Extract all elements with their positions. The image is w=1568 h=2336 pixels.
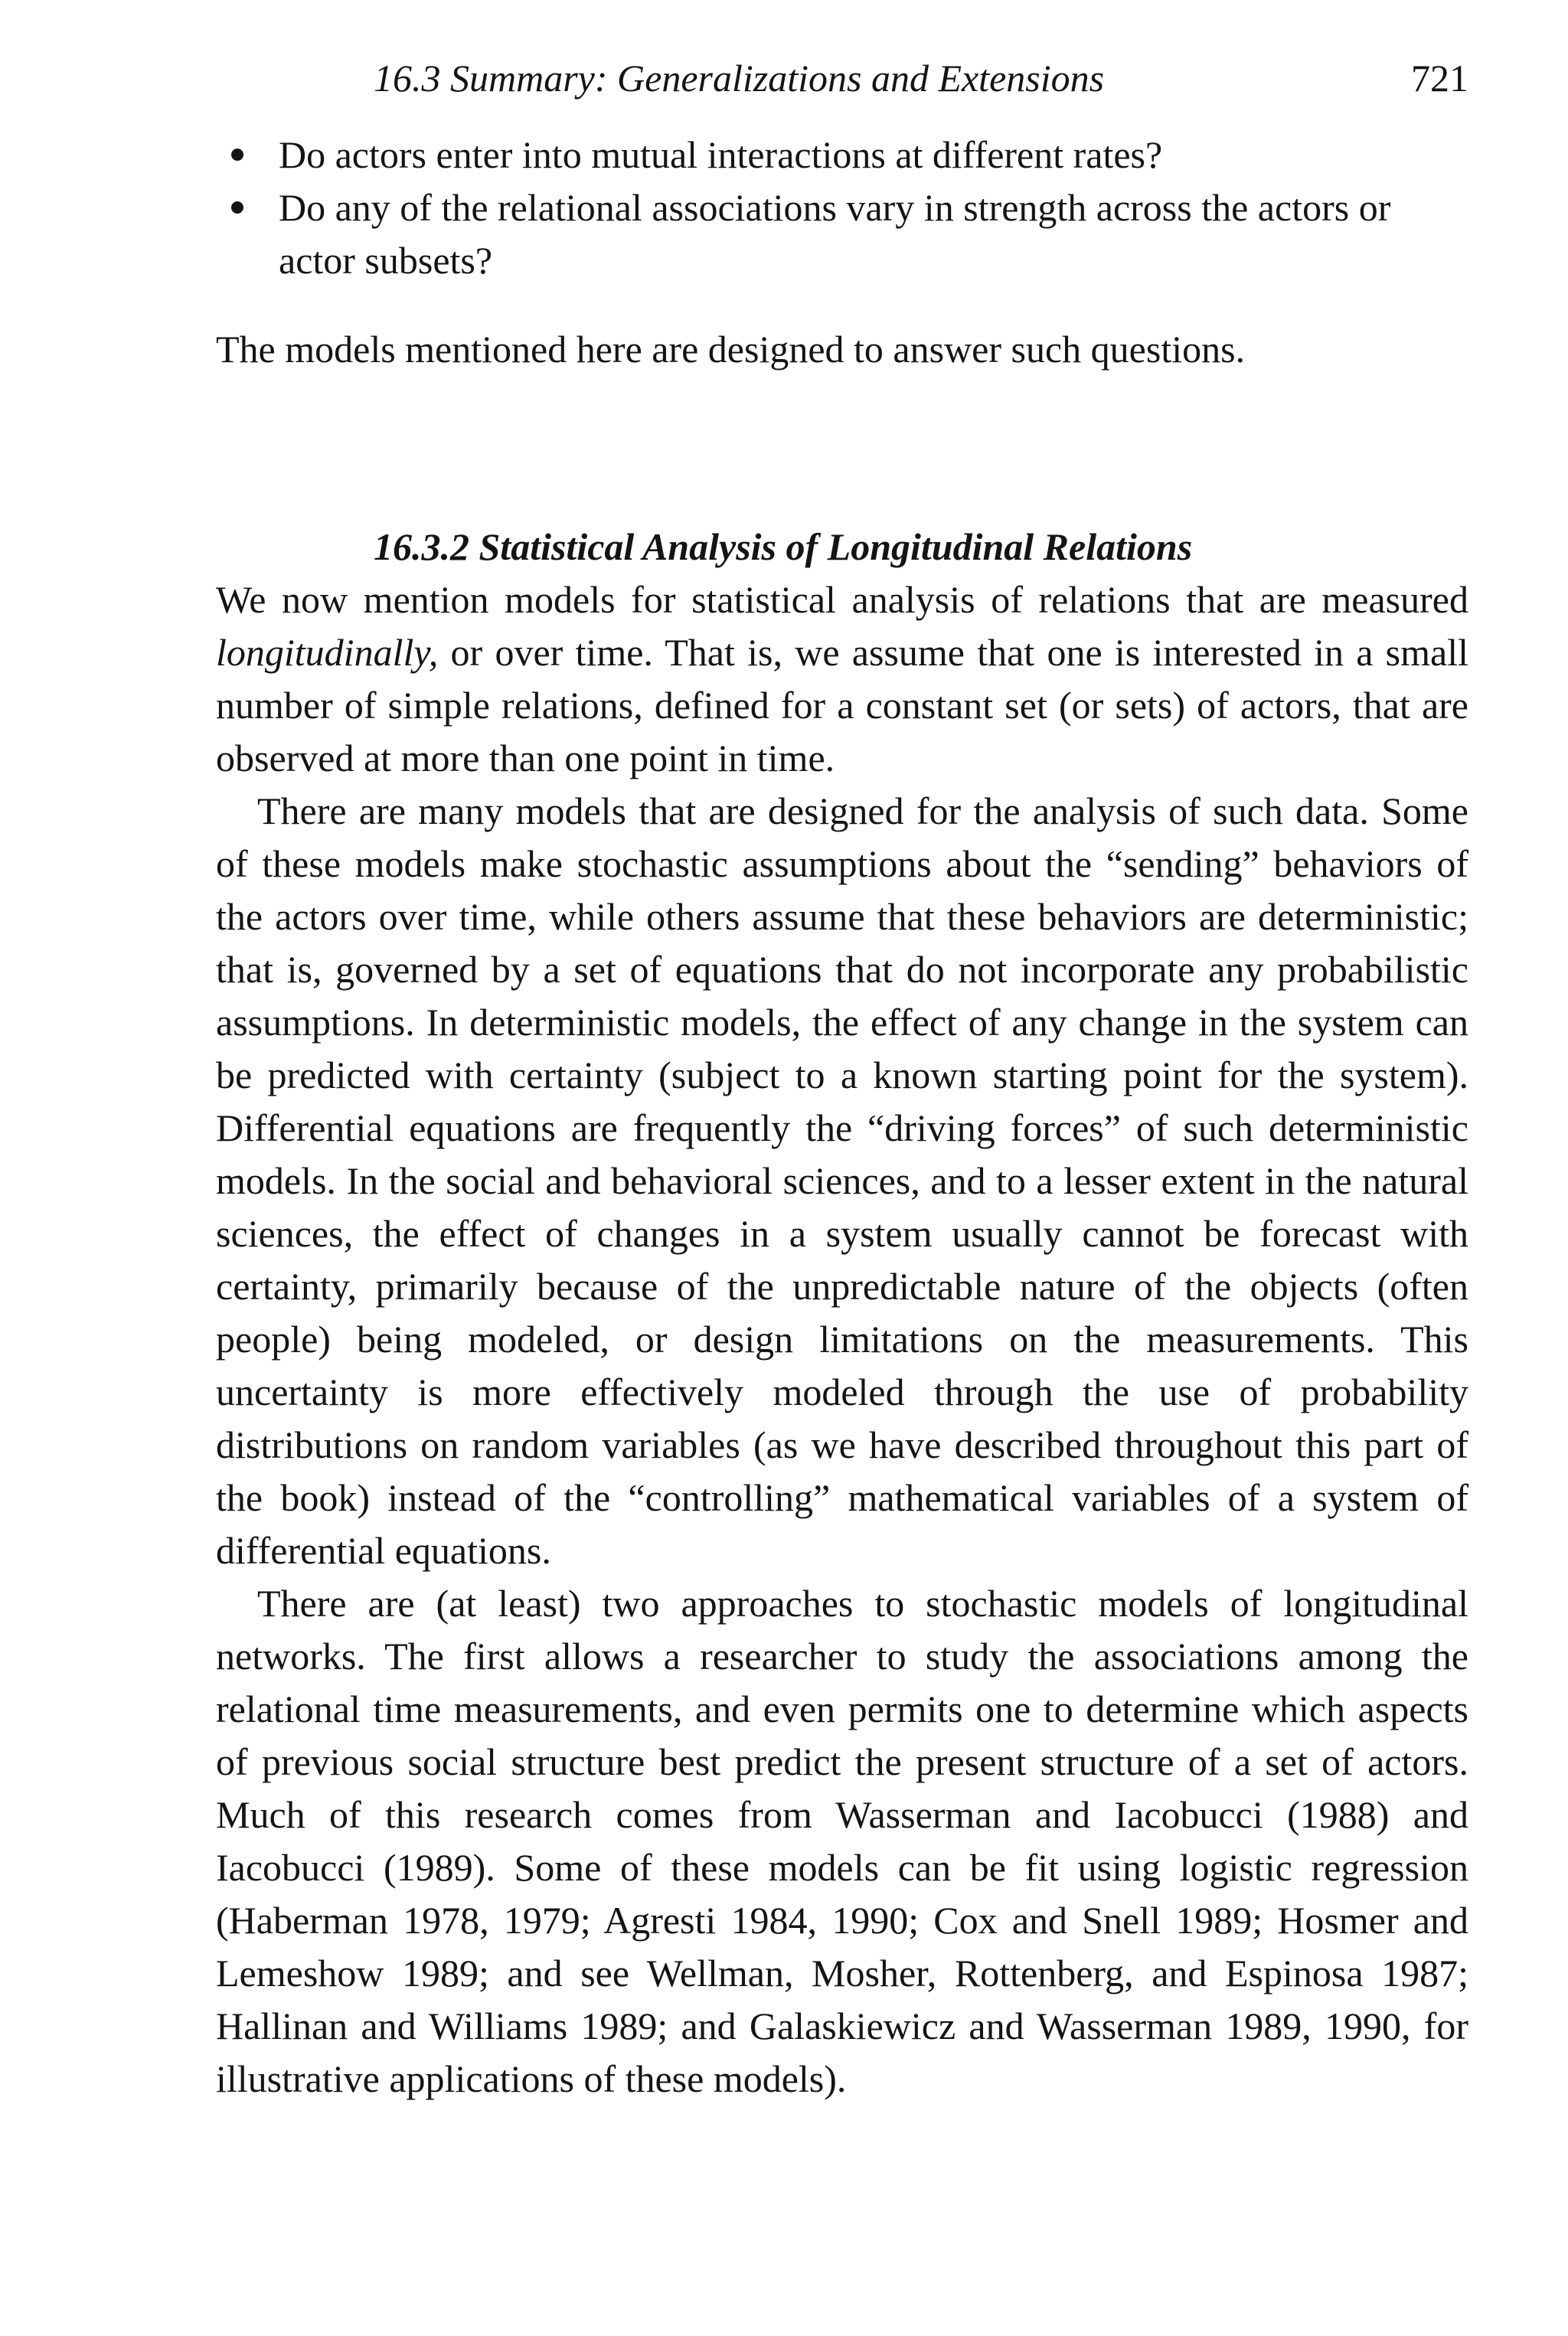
list-item — [216, 129, 1468, 181]
paragraph-1-end: or over time. That is, we assume that one is interested in a small number of simple relations, defined for a constant set (or sets) of actors, that are observed at more than one point in time. — [216, 631, 1468, 779]
bullet-icon — [231, 149, 243, 161]
emphasized-term: longitudinally, — [216, 631, 439, 674]
running-title: 16.3 Summary: Generalizations and Extensions — [374, 57, 1105, 100]
list-item — [216, 181, 1468, 287]
intro-closing-sentence: The models mentioned here are designed to answer such questions. — [216, 328, 1246, 371]
paragraph-1-start: We now mention models for statistical analysis of relations that are measured — [216, 578, 1468, 621]
paragraph-1 — [216, 573, 1468, 785]
question-list — [216, 129, 1468, 287]
paragraph-2: There are many models that are designed for the analysis of such data. Some of these models make stochastic assumptions about the “sending” behaviors of the actors over time, while others assume that these behaviors are deterministic; that is, governed by a set of equations that do not incorporate any probabilistic assumptions. In deterministic models, the effect of any change in the system can be predicted with certainty (subject to a known starting point for the system). Differential equations are frequently the “driving forces” of such deterministic models. In the social and behavioral sciences, and to a lesser extent in the natural sciences, the effect of changes in a system usually cannot be forecast with certainty, primarily because of the unpredictable nature of the objects (often people) being modeled, or design limitations on the measurements. This uncertainty is more effectively modeled through the use of probability distributions on random variables (as we have described throughout this part of the book) instead of the “controlling” mathematical variables of a system of differential equations. — [216, 789, 1468, 1572]
section-heading: 16.3.2 Statistical Analysis of Longitudinal Relations — [374, 525, 1193, 568]
list-item-text: Do any of the relational associations vary in strength across the actors or actor subsets? — [279, 186, 1391, 282]
page-number: 721 — [1411, 57, 1468, 100]
paragraph-3: There are (at least) two approaches to stochastic models of longitudinal networks. The first allows a researcher to study the associations among the relational time measurements, and even permits one to determine which aspects of previous social structure best predict the present structure of a set of actors. Much of this research comes from Wasserman and Iacobucci (1988) and Iacobucci (1989). Some of these models can be fit using logistic regression (Haberman 1978, 1979; Agresti 1984, 1990; Cox and Snell 1989; Hosmer and Lemeshow 1989; and see Wellman, Mosher, Rottenberg, and Espinosa 1987; Hallinan and Williams 1989; and Galaskiewicz and Wasserman 1989, 1990, for illustrative applications of these models). — [216, 1582, 1468, 2100]
list-item-text: Do actors enter into mutual interactions at different rates? — [279, 133, 1163, 176]
bullet-icon — [231, 201, 243, 214]
running-head — [374, 47, 1468, 109]
section-body — [216, 573, 1468, 2106]
